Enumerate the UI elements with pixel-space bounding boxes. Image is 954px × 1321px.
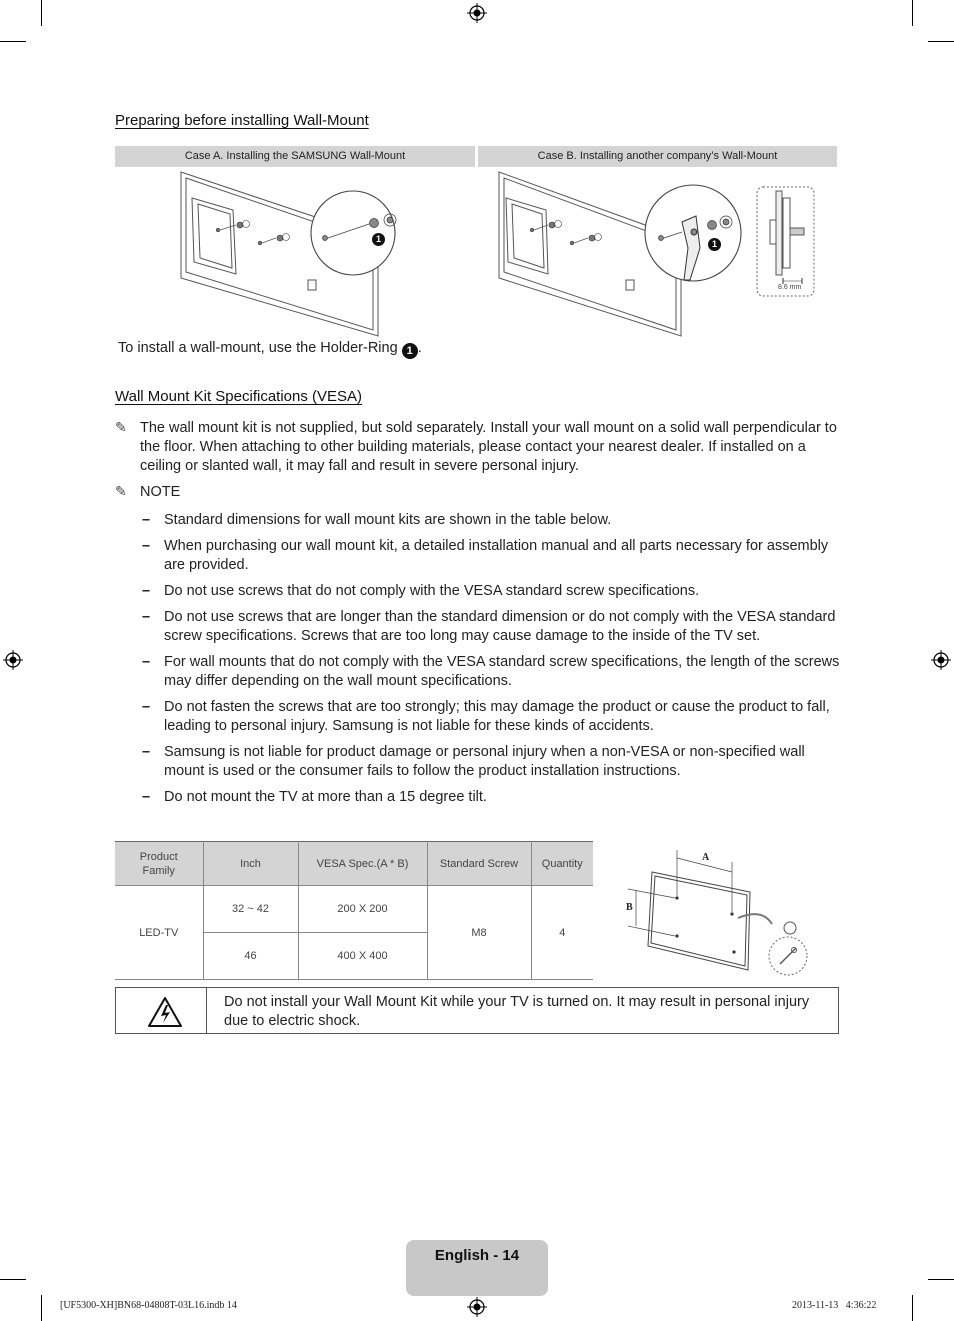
vesa-dimension-diagram xyxy=(622,848,812,978)
crop-mark xyxy=(0,41,26,42)
list-item xyxy=(142,537,842,575)
vesa-spec-table xyxy=(115,841,593,980)
crop-mark xyxy=(0,1279,26,1280)
registration-mark-icon xyxy=(467,1297,487,1317)
table-row xyxy=(115,886,593,933)
screw-detail-diagram xyxy=(756,186,816,298)
install-note-text: To install a wall-mount, use the Holder-Ring xyxy=(118,340,398,356)
list-item xyxy=(142,582,842,601)
cell-family: LED-TV xyxy=(115,886,203,980)
install-note-end: . xyxy=(417,340,422,356)
header-inch: Inch xyxy=(203,842,298,886)
list-item xyxy=(142,743,842,781)
dimension-label-a: A xyxy=(702,852,710,863)
bullet-dash: – xyxy=(142,583,151,599)
header-product-family: Product Family xyxy=(115,842,203,886)
note-label: NOTE xyxy=(140,484,181,500)
intro-paragraph: The wall mount kit is not supplied, but sold separately. Install your wall mount on a solid wall perpendicular to the floor. When attaching to other building materials, please contact your nearest dealer. If installed on a ceiling or slanted wall, it may fall and result in severe personal injury. xyxy=(140,420,837,474)
cell-quantity: 4 xyxy=(531,886,593,980)
warning-box xyxy=(115,987,839,1034)
list-item-text: Do not use screws that are longer than the standard dimension or do not comply with the VESA standard screw specifications. Screws that are too long may cause damage to the inside of the TV set. xyxy=(164,609,836,644)
print-file-info: [UF5300-XH]BN68-04808T-03L16.indb 14 xyxy=(60,1300,237,1311)
list-item xyxy=(142,788,842,807)
registration-mark-icon xyxy=(3,650,23,670)
bullet-dash: – xyxy=(142,538,151,554)
pencil-note-icon: ✎ xyxy=(115,419,127,435)
header-vesa-spec: VESA Spec.(A * B) xyxy=(298,842,427,886)
section-title-preparing: Preparing before installing Wall-Mount xyxy=(115,112,369,129)
table-header-row xyxy=(115,842,593,886)
crop-mark xyxy=(912,1295,913,1321)
bullet-dash: – xyxy=(142,699,151,715)
install-note xyxy=(118,340,422,359)
cell-inch: 32 ~ 42 xyxy=(203,886,298,933)
holder-ring-number: 1 xyxy=(402,343,418,359)
crop-mark xyxy=(41,0,42,26)
cell-vesa: 400 X 400 xyxy=(298,933,427,980)
list-item-text: When purchasing our wall mount kit, a detailed installation manual and all parts necessary for assembly are provided. xyxy=(164,538,829,573)
list-item-text: Standard dimensions for wall mount kits are shown in the table below. xyxy=(164,512,612,528)
dimension-label-b: B xyxy=(626,902,633,913)
cell-screw: M8 xyxy=(427,886,531,980)
list-item-text: For wall mounts that do not comply with the VESA standard screw specifications, the length of the screws may differ depending on the wall mount specifications. xyxy=(164,654,840,689)
list-item xyxy=(142,511,842,530)
warning-triangle-icon xyxy=(147,996,183,1028)
warning-divider xyxy=(206,988,207,1033)
case-b-wall-mount-diagram xyxy=(496,168,746,338)
screw-dimension-label: 8.6 mm xyxy=(778,284,802,291)
bullet-dash: – xyxy=(142,609,151,625)
header-quantity: Quantity xyxy=(531,842,593,886)
crop-mark xyxy=(928,1279,954,1280)
header-standard-screw: Standard Screw xyxy=(427,842,531,886)
case-a-header: Case A. Installing the SAMSUNG Wall-Mount xyxy=(115,146,475,167)
crop-mark xyxy=(928,41,954,42)
registration-mark-icon xyxy=(931,650,951,670)
case-a-wall-mount-diagram xyxy=(178,168,418,338)
list-item xyxy=(142,608,842,646)
bullet-dash: – xyxy=(142,789,151,805)
crop-mark xyxy=(41,1295,42,1321)
registration-mark-icon xyxy=(467,3,487,23)
list-item xyxy=(142,698,842,736)
warning-text: Do not install your Wall Mount Kit while your TV is turned on. It may result in personal injury due to electric shock. xyxy=(224,994,810,1029)
page-number-tab xyxy=(406,1240,548,1296)
case-b-callout-number: 1 xyxy=(708,238,721,251)
page-number-label: English - 14 xyxy=(434,1247,520,1264)
print-timestamp: 2013-11-13 4:36:22 xyxy=(792,1300,877,1311)
cell-inch: 46 xyxy=(203,933,298,980)
bullet-dash: – xyxy=(142,654,151,670)
bullet-dash: – xyxy=(142,512,151,528)
case-b-header: Case B. Installing another company’s Wall-Mount xyxy=(478,146,837,167)
notes-list xyxy=(142,511,842,814)
section-title-vesa: Wall Mount Kit Specifications (VESA) xyxy=(115,388,363,405)
cell-vesa: 200 X 200 xyxy=(298,886,427,933)
list-item xyxy=(142,653,842,691)
pencil-note-icon: ✎ xyxy=(115,483,127,499)
list-item-text: Samsung is not liable for product damage or personal injury when a non-VESA or non-specified wall mount is used or the consumer fails to follow the product installation instructions. xyxy=(164,744,805,779)
list-item-text: Do not mount the TV at more than a 15 degree tilt. xyxy=(164,789,487,805)
case-a-callout-number: 1 xyxy=(372,233,385,246)
list-item-text: Do not use screws that do not comply with the VESA standard screw specifications. xyxy=(164,583,700,599)
bullet-dash: – xyxy=(142,744,151,760)
crop-mark xyxy=(912,0,913,26)
list-item-text: Do not fasten the screws that are too strongly; this may damage the product or cause the product to fall, leading to personal injury. Samsung is not liable for these kinds of accidents. xyxy=(164,699,830,734)
